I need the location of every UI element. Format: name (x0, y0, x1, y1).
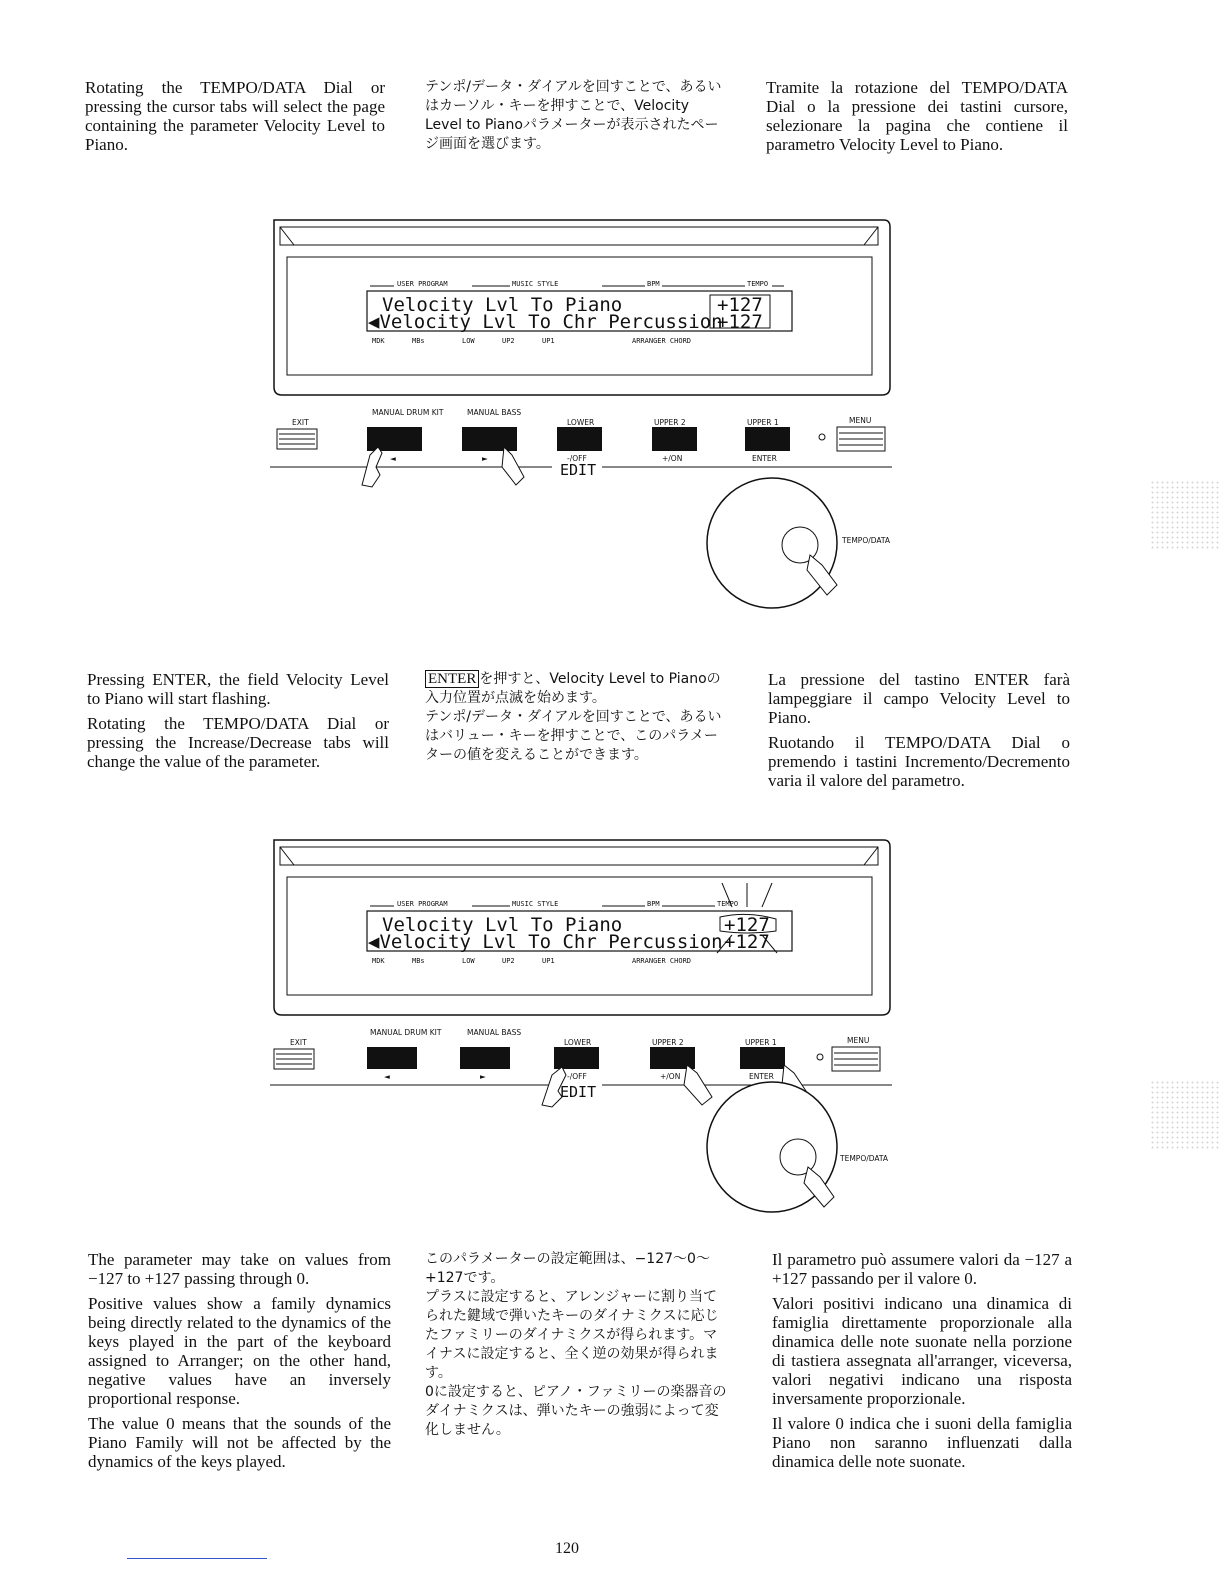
lcd-label-mbs: MBs (412, 957, 425, 965)
button-panel (270, 408, 892, 479)
en-paragraph: The parameter may take on values from −127 to +127 passing through 0. (88, 1250, 391, 1288)
lcd-label-music-style: MUSIC STYLE (512, 900, 559, 908)
lcd-line-2: ◀Velocity Lvl To Chr Percussion (368, 931, 723, 953)
lcd-bottom-labels (372, 337, 691, 345)
ja-text-enter (425, 670, 730, 765)
lcd-line-1-value: +127 (724, 914, 770, 936)
upper1-button[interactable] (740, 1047, 785, 1069)
lcd-label-tempo: TEMPO (717, 900, 739, 908)
it-paragraph: Il valore 0 indica che i suoni della famiglia Piano non saranno influenzati dalla dinamica delle note suonate. (772, 1414, 1072, 1471)
en-text-select-page (85, 78, 385, 160)
upper2-label: UPPER 2 (652, 1038, 684, 1047)
tempo-data-label: TEMPO/DATA (842, 536, 891, 545)
it-paragraph: Valori positivi indicano una dinamica di famiglia direttamente proporzionale alla dinamica delle note suonate nella porzione di tastiera assegnata all'arranger, viceversa, valori negativi indicano una risposta inversamente proporzionale. (772, 1294, 1072, 1408)
enter-label: ENTER (749, 1072, 774, 1081)
enter-key-box: ENTER (425, 670, 479, 688)
menu-led-icon (817, 1054, 823, 1060)
right-arrow-icon: ► (482, 454, 488, 463)
lower-label: LOWER (567, 418, 595, 427)
lcd-line-1: Velocity Lvl To Piano (382, 914, 623, 936)
tempo-data-label: TEMPO/DATA (840, 1154, 889, 1163)
pointing-hand-icon (502, 447, 524, 485)
lcd-label-tempo: TEMPO (747, 280, 769, 288)
lcd-top-labels (370, 900, 738, 908)
lcd-label-bpm: BPM (647, 280, 660, 288)
upper1-button[interactable] (745, 427, 790, 451)
footer-rule (127, 1558, 267, 1559)
lower-button[interactable] (554, 1047, 599, 1069)
manual-drum-kit-label: MANUAL DRUM KIT (370, 1028, 442, 1037)
lcd-bottom-labels (372, 957, 691, 965)
en-paragraph: Rotating the TEMPO/DATA Dial or pressing the cursor tabs will select the page containing the parameter Velocity Level to Piano. (85, 78, 385, 154)
manual-bass-button[interactable] (462, 427, 517, 451)
en-text-values (88, 1250, 391, 1477)
left-arrow-icon: ◄ (384, 1072, 390, 1081)
lcd-line-2-value: +127 (724, 931, 770, 953)
enter-label: ENTER (752, 454, 777, 463)
it-paragraph: Tramite la rotazione del TEMPO/DATA Dial o la pressione dei tastini cursore, selezionare la pagina che contiene il parametro Velocity Level to Piano. (766, 78, 1068, 154)
off-label: -/OFF (567, 1072, 587, 1081)
upper1-label: UPPER 1 (747, 418, 779, 427)
scan-noise-icon (1150, 480, 1220, 550)
it-paragraph: Ruotando il TEMPO/DATA Dial o premendo i tastini Incremento/Decremento varia il valore del parametro. (768, 733, 1070, 790)
lcd-label-up2: UP2 (502, 337, 515, 345)
upper2-button[interactable] (652, 427, 697, 451)
lcd-label-music-style: MUSIC STYLE (512, 280, 559, 288)
off-label: -/OFF (567, 454, 587, 463)
edit-label: EDIT (560, 461, 597, 479)
menu-label: MENU (849, 416, 872, 425)
manual-bass-button[interactable] (460, 1047, 510, 1069)
lcd-label-low: LOW (462, 957, 475, 965)
en-paragraph: Positive values show a family dynamics being directly related to the dynamics of the keys played in the part of the keyboard assigned to Arranger; on the other hand, negative values have an inversely proportional response. (88, 1294, 391, 1408)
upper2-label: UPPER 2 (654, 418, 686, 427)
panel-diagram-1 (262, 215, 902, 615)
lcd-label-user-program: USER PROGRAM (397, 900, 448, 908)
manual-drum-kit-label: MANUAL DRUM KIT (372, 408, 444, 417)
lcd-label-mdk: MDK (372, 337, 385, 345)
lcd-line-2-value: +127 (717, 311, 763, 333)
page-number: 120 (555, 1540, 579, 1557)
lcd-label-mbs: MBs (412, 337, 425, 345)
manual-drum-kit-button[interactable] (367, 1047, 417, 1069)
scan-noise-icon (1150, 1080, 1220, 1150)
exit-label: EXIT (292, 418, 309, 427)
panel-diagram-2 (262, 835, 902, 1215)
lcd-label-user-program: USER PROGRAM (397, 280, 448, 288)
lcd-label-up2: UP2 (502, 957, 515, 965)
ja-paragraph: テンポ/データ・ダイアルを回すことで、あるいはカーソル・キーを押すことで、Velocity Level to Pianoパラメーターが表示されたページ画面を選びます。 (425, 79, 722, 152)
edit-label: EDIT (560, 1083, 597, 1101)
ja-paragraph: このパラメーターの設定範囲は、−127〜0〜+127です。 (425, 1251, 710, 1286)
lcd-label-mdk: MDK (372, 957, 385, 965)
lcd-top-labels (370, 280, 784, 288)
lcd-label-up1: UP1 (542, 957, 555, 965)
it-paragraph: Il parametro può assumere valori da −127 a +127 passando per il valore 0. (772, 1250, 1072, 1288)
it-text-enter (768, 670, 1070, 796)
ja-text: を押すと、Velocity Level to Pianoの入力位置が点滅を始めます。 (425, 671, 721, 706)
lcd-label-up1: UP1 (542, 337, 555, 345)
lcd-line-1: Velocity Lvl To Piano (382, 294, 623, 316)
ja-paragraph: プラスに設定すると、アレンジャーに割り当てられた鍵域で弾いたキーのダイナミクスに応じたファミリーのダイナミクスが得られます。マイナスに設定すると、全く逆の効果が得られます。 (425, 1289, 719, 1381)
lcd-label-low: LOW (462, 337, 475, 345)
en-paragraph: Rotating the TEMPO/DATA Dial or pressing the Increase/Decrease tabs will change the value of the parameter. (87, 714, 389, 771)
lcd-label-arranger-chord: ARRANGER CHORD (632, 957, 692, 965)
right-arrow-icon: ► (480, 1072, 486, 1081)
left-arrow-icon: ◄ (390, 454, 396, 463)
lcd-line-2: ◀Velocity Lvl To Chr Percussion (368, 311, 723, 333)
it-paragraph: La pressione del tastino ENTER farà lampeggiare il campo Velocity Level to Piano. (768, 670, 1070, 727)
en-paragraph: Pressing ENTER, the field Velocity Level to Piano will start flashing. (87, 670, 389, 708)
en-paragraph: The value 0 means that the sounds of the Piano Family will not be affected by the dynamics of the keys played. (88, 1414, 391, 1471)
on-label: +/ON (662, 454, 683, 463)
ja-paragraph: 0に設定すると、ピアノ・ファミリーの楽器音のダイナミクスは、弾いたキーの強弱によって変化しません。 (425, 1384, 727, 1438)
ja-paragraph: テンポ/データ・ダイアルを回すことで、あるいはバリュー・キーを押すことで、このパラメーターの値を変えることができます。 (425, 709, 722, 763)
lcd-line-1-value: +127 (717, 294, 763, 316)
en-text-enter (87, 670, 389, 777)
exit-label: EXIT (290, 1038, 307, 1047)
menu-label: MENU (847, 1036, 870, 1045)
upper1-label: UPPER 1 (745, 1038, 777, 1047)
ja-text-select-page (425, 78, 730, 154)
on-label: +/ON (660, 1072, 681, 1081)
ja-paragraph (425, 670, 730, 708)
menu-led-icon (819, 434, 825, 440)
it-text-values (772, 1250, 1072, 1477)
lcd-label-bpm: BPM (647, 900, 660, 908)
manual-bass-label: MANUAL BASS (467, 408, 522, 417)
it-text-select-page (766, 78, 1068, 160)
lower-label: LOWER (564, 1038, 592, 1047)
ja-text-values (425, 1250, 730, 1440)
lcd-label-arranger-chord: ARRANGER CHORD (632, 337, 692, 345)
lower-button[interactable] (557, 427, 602, 451)
manual-drum-kit-button[interactable] (367, 427, 422, 451)
manual-bass-label: MANUAL BASS (467, 1028, 522, 1037)
